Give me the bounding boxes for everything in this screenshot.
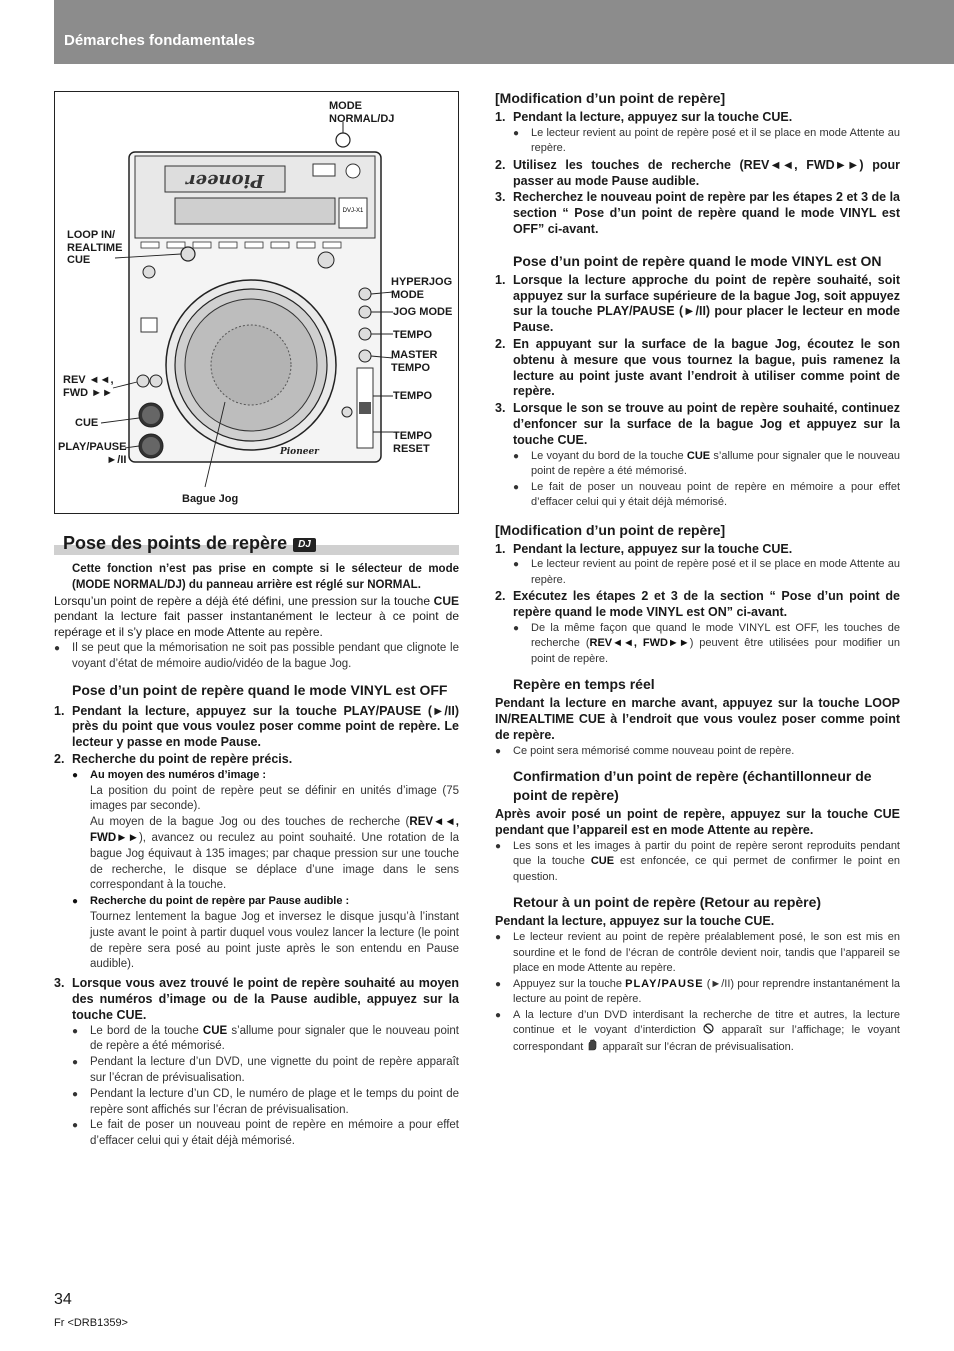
- mode-note: Cette fonction n’est pas prise en compte si le sélecteur de mode (MODE NORMAL/DJ) du panneau arrière est réglé sur NORMAL.: [72, 563, 459, 591]
- subheading-back-cue: Retour à un point de repère (Retour au repère): [513, 894, 822, 911]
- label-jog-mode: JOG MODE: [393, 306, 453, 318]
- mod-step-2: 2. Utilisez les touches de recherche (REV◄◄, FWD►►) pour passer au mode Pause audible.: [495, 157, 900, 188]
- realtime-cue-bullet: ● Ce point sera mémorisé comme nouveau point de repère.: [495, 744, 900, 760]
- bullet-frame-numbers-title: ● Au moyen des numéros d’image :: [72, 768, 459, 784]
- page-number: 34: [54, 1291, 72, 1308]
- back-cue-text: Pendant la lecture, appuyez sur la touche CUE.: [495, 914, 775, 929]
- section-header-title: Démarches fondamentales: [64, 32, 255, 49]
- subheading-vinyl-off: Pose d’un point de repère quand le mode VINYL est OFF: [72, 681, 448, 698]
- label-cue: CUE: [75, 417, 99, 429]
- cue-confirmation-text: Après avoir posé un point de repère, appuyez sur la touche CUE pendant que l’appareil est en mode Attente au repère.: [495, 807, 900, 838]
- subheading-realtime-cue: Repère en temps réel: [513, 676, 655, 693]
- frame-numbers-text-2: Au moyen de la bague Jog ou des touches de recherche (REV◄◄, FWD►►), avancez ou reculez au point souhaité. Une rotation de la bague Jog équivaut à 135 images; par chaque pression sur une touche de recherche, le disque se déplace d’une image dans le sens correspondant à la touche.: [90, 816, 459, 892]
- mod2-step-2: 2. Exécutez les étapes 2 et 3 de la section “ Pose d’un point de repère quand le mode VINYL est ON” ci-avant.: [495, 589, 900, 620]
- label-play-pause: PLAY/PAUSE ►/II: [58, 441, 127, 466]
- section-title-text: Pose des points de repère: [63, 533, 288, 553]
- hand-prohibited-icon: [586, 1039, 599, 1051]
- label-hyperjog-mode: HYPERJOG MODE: [391, 276, 453, 301]
- audible-pause-text: Tournez lentement la bague Jog et inversez le disque jusqu’à l’instant juste avant le point à partir duquel vous voulez lancer la lecture (le point de repère sera posé au point juste après le son entendu en Pause audible).: [90, 910, 459, 971]
- label-tempo: TEMPO: [393, 329, 433, 341]
- back-cue-bullet-3: ● A la lecture d’un DVD interdisant la recherche de titre et autres, la lecture continue et le voyant d’interdiction apparaît sur l’affichage; le voyant correspondant apparaît sur l’écran de prévisualisation.: [495, 1008, 900, 1056]
- device-brand-front: Pioneer: [280, 447, 319, 457]
- device-brand-mirrored: Pioneer: [186, 170, 264, 191]
- label-bague-jog: Bague Jog: [182, 493, 239, 505]
- label-rev-fwd: REV ◄◄, FWD ►►: [63, 374, 114, 399]
- step-3-bullet-2: ● Pendant la lecture d’un DVD, une vignette du point de repère apparaît sur l’écran de prévisualisation.: [72, 1055, 459, 1087]
- label-tempo-slider: TEMPO: [393, 390, 433, 402]
- step-3-bullets: [72, 1024, 459, 1150]
- vinyl-step-3-bullets: [513, 449, 900, 511]
- mod-step-1-bullet: ● Le lecteur revient au point de repère posé et il se place en mode Attente au repère.: [513, 126, 900, 157]
- step-2: 2. Recherche du point de repère précis.: [54, 751, 293, 766]
- step-3-bullet-4: ● Le fait de poser un nouveau point de repère en mémoire a pour effet d’effacer celui qui y était déjà mémorisé.: [72, 1118, 459, 1150]
- cue-confirmation-bullet: ● Les sons et les images à partir du point de repère seront reproduits pendant que la touche CUE est enfoncée, ce qui permet de confirmer le point en question.: [495, 839, 900, 886]
- label-tempo-reset: TEMPO RESET: [393, 430, 433, 455]
- mod-step-3: 3. Recherchez le nouveau point de repère par les étapes 2 et 3 de la section “ Pose d’un point de repère quand le mode VINYL est OFF” ci-avant.: [495, 190, 900, 236]
- subheading-cue-confirmation: Confirmation d’un point de repère (échantillonneur de point de repère): [513, 768, 872, 804]
- modification-heading-1: [Modification d’un point de repère]: [495, 90, 726, 106]
- step-1: 1. Pendant la lecture, appuyez sur la touche PLAY/PAUSE (►/II) près du point que vous voulez poser comme point de repère. Le lecteur y passe en mode Pause.: [54, 703, 459, 750]
- vinyl-step-3: 3. Lorsque le son se trouve au point de repère souhaité, continuez d’enfoncer sur la surface de la bague Jog et appuyez sur la touche CUE.: [495, 401, 900, 447]
- modification-heading-2: [Modification d’un point de repère]: [495, 521, 726, 538]
- vinyl-bullet-1: ● Le voyant du bord de la touche CUE s’allume pour signaler que le nouveau point de repère a été mémorisé.: [513, 449, 900, 480]
- frame-numbers-text-1: La position du point de repère peut se définir en unités d’image (75 images par seconde).: [90, 784, 459, 813]
- step-3-bullet-1: ● Le bord de la touche CUE s’allume pour signaler que le nouveau point de repère a été mémorisé.: [72, 1024, 459, 1056]
- document-code: Fr <DRB1359>: [54, 1317, 128, 1329]
- subheading-vinyl-on: Pose d’un point de repère quand le mode VINYL est ON: [513, 252, 882, 269]
- left-column: [54, 530, 459, 1150]
- bullet-audible-pause-title: ● Recherche du point de repère par Pause audible :: [72, 894, 459, 910]
- mod2-step-2-bullet: ● De la même façon que quand le mode VINYL est OFF, les touches de recherche (REV◄◄, FWD►►) peuvent être utilisées pour modifier un point de repère.: [513, 621, 900, 668]
- intro-bullet: ● Il se peut que la mémorisation ne soit pas possible pendant que clignote le voyant d’état de mémoire audio/vidéo de la bague Jog.: [54, 641, 459, 673]
- back-cue-bullet-2: ● Appuyez sur la touche PLAY/PAUSE (►/II) pour reprendre instantanément la lecture au point de repère.: [495, 977, 900, 1008]
- vinyl-step-1: 1. Lorsque la lecture approche du point de repère souhaité, soit appuyez sur la surface supérieure de la bague Jog, soit appuyez sur la touche PLAY/PAUSE (►/II) pour placer le lecteur en mode Pause.: [495, 272, 900, 335]
- mod-step-1: 1. Pendant la lecture, appuyez sur la touche CUE.: [495, 110, 793, 124]
- prohibited-icon: [703, 1023, 714, 1034]
- label-mode-normal-dj: MODE NORMAL/DJ: [329, 100, 395, 125]
- realtime-cue-text: Pendant la lecture en marche avant, appuyez sur la touche LOOP IN/REALTIME CUE à l’endroit que vous voulez poser comme point de repère.: [495, 696, 900, 743]
- back-cue-bullet-1: ● Le lecteur revient au point de repère préalablement posé, le son est mis en sourdine et le fond de l’écran de contrôle devient noir, tandis que l’appareil se place en mode Attente au repère.: [495, 930, 900, 977]
- step-3: 3. Lorsque vous avez trouvé le point de repère souhaité au moyen des numéros d’image ou de la Pause audible, appuyez sur la touche CUE.: [54, 976, 459, 1022]
- step-3-bullet-3: ● Pendant la lecture d’un CD, le numéro de plage et le temps du point de repère sont affichés sur l’écran de prévisualisation.: [72, 1087, 459, 1119]
- label-master-tempo: MASTER TEMPO: [391, 349, 438, 374]
- device-figure: [54, 91, 459, 514]
- right-column: [495, 89, 900, 1055]
- section-title: [54, 530, 459, 556]
- device-model: DVJ-X1: [342, 208, 364, 214]
- vinyl-step-2: 2. En appuyant sur la surface de la bague Jog, écoutez le son obtenu à mesure que vous tournez la bague, puis ramenez la lecture au point juste avant l’endroit à utiliser comme point de repère.: [495, 336, 900, 399]
- mod2-step-1-bullet: ● Le lecteur revient au point de repère posé et il se place en mode Attente au repère.: [513, 557, 900, 588]
- header-bar: [54, 0, 954, 64]
- mod2-step-1: 1. Pendant la lecture, appuyez sur la touche CUE.: [495, 541, 793, 556]
- vinyl-bullet-2: ● Le fait de poser un nouveau point de repère en mémoire a pour effet d’effacer celui qui y était déjà mémorisé.: [513, 480, 900, 511]
- label-loop-in: LOOP IN/ REALTIME CUE: [67, 229, 123, 266]
- step-2-details: [72, 768, 459, 973]
- intro-paragraph: Lorsqu’un point de repère a déjà été défini, une pression sur la touche CUE pendant la lecture fait passer instantanément le lecteur à ce point de repérage et il s’y place en mode Attente au repère.: [54, 593, 459, 640]
- dj-badge-icon: DJ: [293, 538, 316, 552]
